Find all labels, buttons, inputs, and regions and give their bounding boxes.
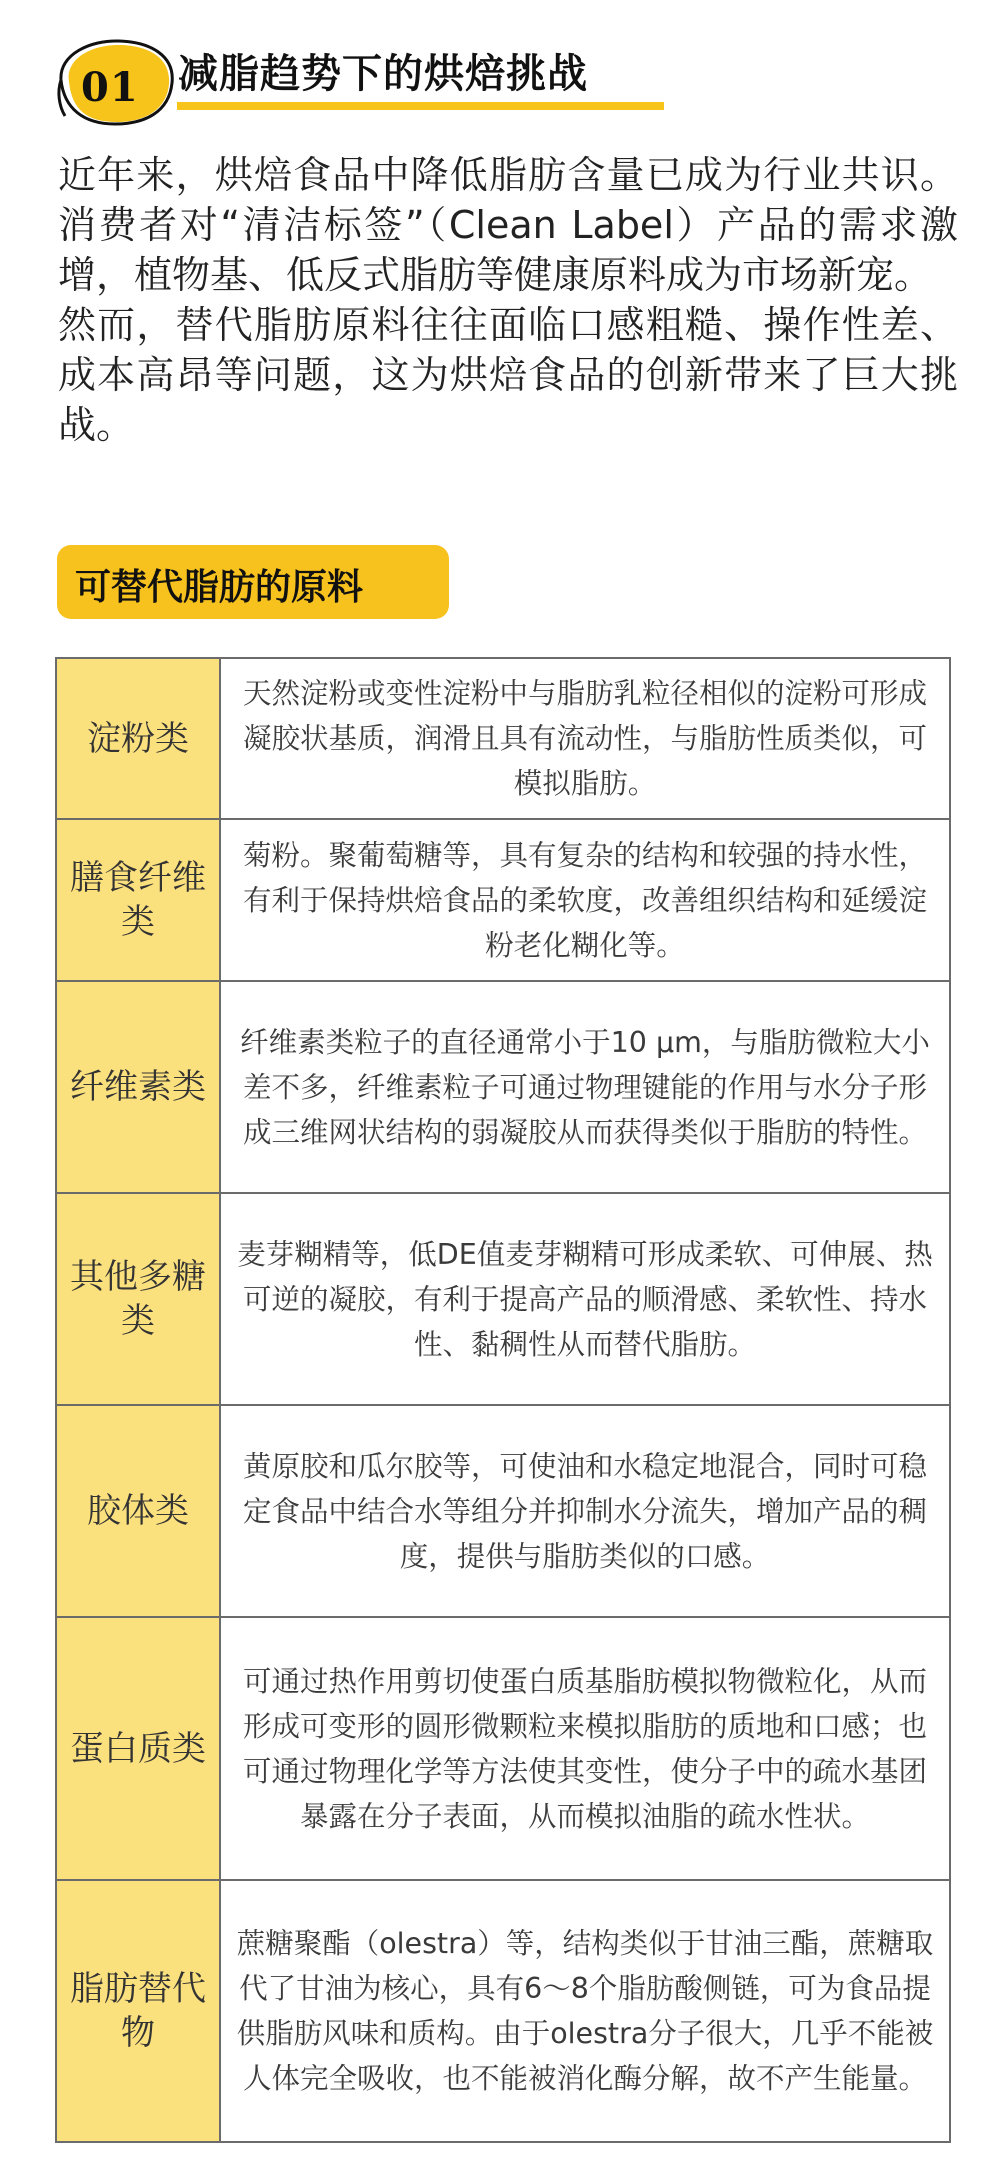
category-cell: 蛋白质类 <box>56 1617 220 1880</box>
description-cell: 黄原胶和瓜尔胶等，可使油和水稳定地混合，同时可稳定食品中结合水等组分并抑制水分流失，增加产品的稠度，提供与脂肪类似的口感。 <box>220 1405 950 1617</box>
table-row <box>56 1617 950 1880</box>
subsection-tag <box>57 545 449 619</box>
table-row <box>56 1880 950 2142</box>
description-cell: 可通过热作用剪切使蛋白质基脂肪模拟物微粒化，从而形成可变形的圆形微颗粒来模拟脂肪的质地和口感；也可通过物理化学等方法使其变性，使分子中的疏水基团暴露在分子表面，从而模拟油脂的疏水性状。 <box>220 1617 950 1880</box>
table-row <box>56 981 950 1193</box>
category-cell: 淀粉类 <box>56 658 220 819</box>
materials-table <box>55 657 951 2143</box>
category-cell: 胶体类 <box>56 1405 220 1617</box>
description-cell: 蔗糖聚酯（olestra）等，结构类似于甘油三酯，蔗糖取代了甘油为核心，具有6～8个脂肪酸侧链，可为食品提供脂肪风味和质构。由于olestra分子很大，几乎不能被人体完全吸收，也不能被消化酶分解，故不产生能量。 <box>220 1880 950 2142</box>
section-number: 01 <box>81 64 139 111</box>
table-row <box>56 1405 950 1617</box>
description-cell: 纤维素类粒子的直径通常小于10 μm，与脂肪微粒大小差不多，纤维素粒子可通过物理键能的作用与水分子形成三维网状结构的弱凝胶从而获得类似于脂肪的特性。 <box>220 981 950 1193</box>
category-cell: 其他多糖类 <box>56 1193 220 1405</box>
description-cell: 天然淀粉或变性淀粉中与脂肪乳粒径相似的淀粉可形成凝胶状基质，润滑且具有流动性，与脂肪性质类似，可模拟脂肪。 <box>220 658 950 819</box>
description-cell: 麦芽糊精等，低DE值麦芽糊精可形成柔软、可伸展、热可逆的凝胶，有利于提高产品的顺滑感、柔软性、持水性、黏稠性从而替代脂肪。 <box>220 1193 950 1405</box>
table-row <box>56 1193 950 1405</box>
title-underline <box>177 102 664 110</box>
intro-paragraph: 近年来，烘焙食品中降低脂肪含量已成为行业共识。消费者对“清洁标签”（Clean Label）产品的需求激增，植物基、低反式脂肪等健康原料成为市场新宠。 <box>58 153 958 297</box>
intro-paragraph: 然而，替代脂肪原料往往面临口感粗糙、操作性差、成本高昂等问题，这为烘焙食品的创新带来了巨大挑战。 <box>58 303 958 447</box>
description-cell: 菊粉。聚葡萄糖等，具有复杂的结构和较强的持水性，有利于保持烘焙食品的柔软度，改善组织结构和延缓淀粉老化糊化等。 <box>220 819 950 981</box>
section-header <box>55 28 615 128</box>
category-cell: 脂肪替代物 <box>56 1880 220 2142</box>
intro-text <box>58 150 958 450</box>
section-title: 减脂趋势下的烘焙挑战 <box>178 51 588 97</box>
category-cell: 膳食纤维类 <box>56 819 220 981</box>
table-row <box>56 819 950 981</box>
category-cell: 纤维素类 <box>56 981 220 1193</box>
table-row <box>56 658 950 819</box>
subsection-title: 可替代脂肪的原料 <box>75 567 364 608</box>
